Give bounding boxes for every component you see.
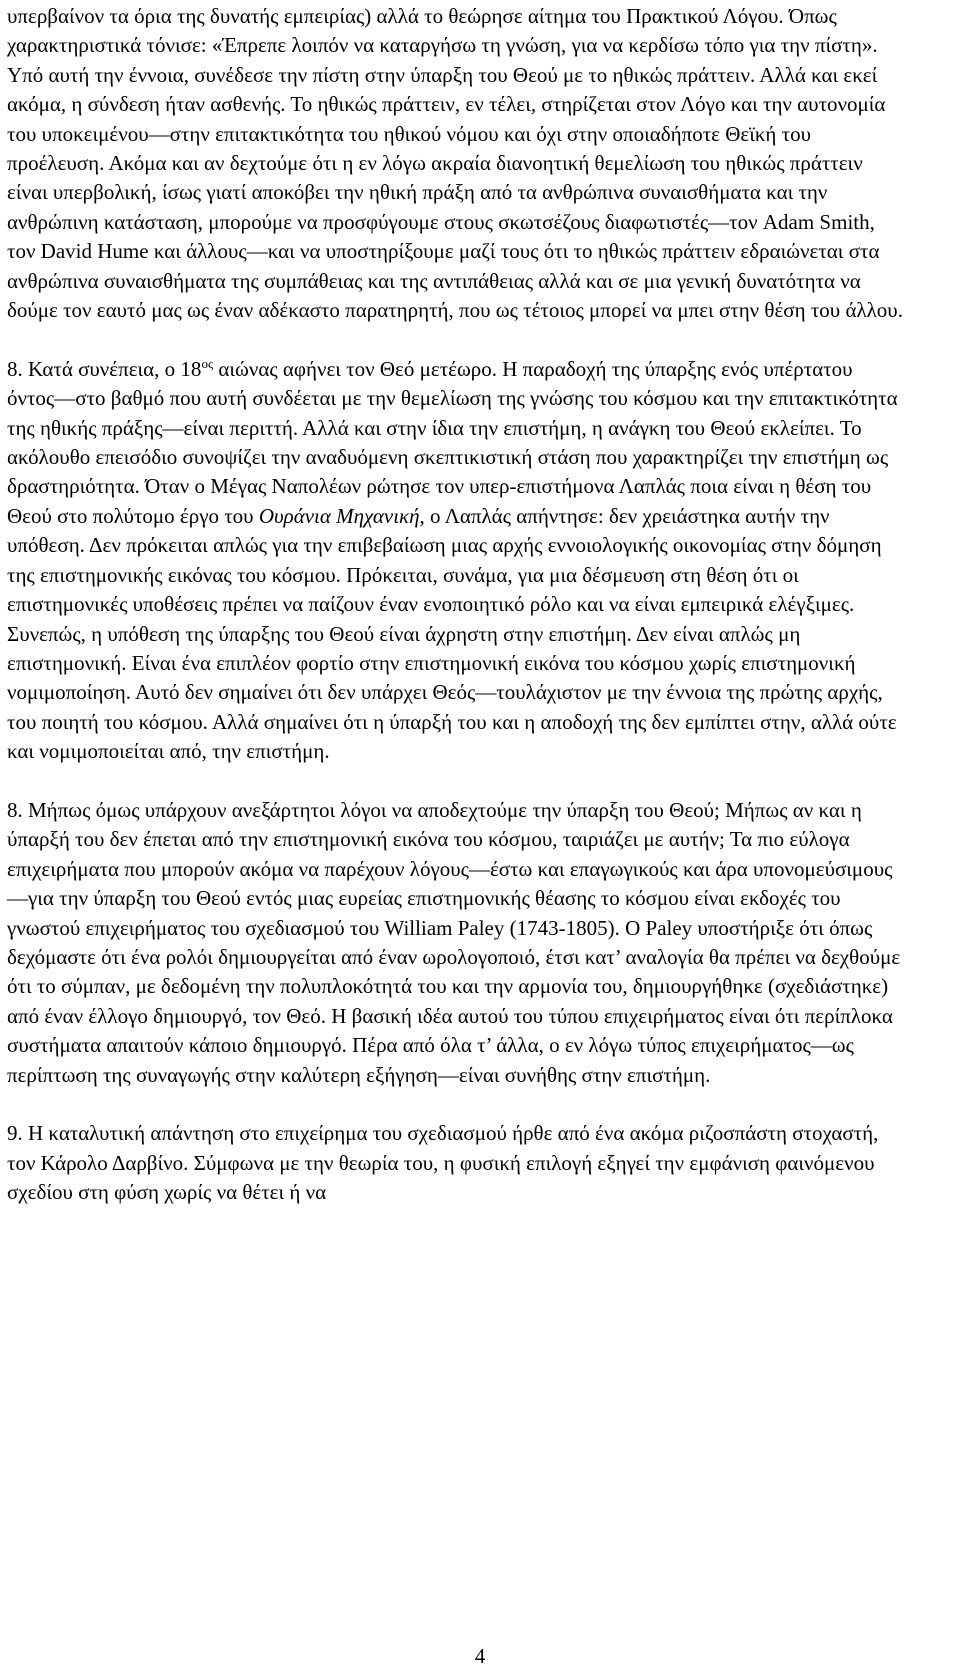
- paragraph-text: 9. Η καταλυτική απάντηση στο επιχείρημα του σχεδιασμού ήρθε από ένα ακόμα ριζοσπάστη στοχαστή, τον Κάρολο Δαρβίνο. Σύμφωνα με την θεωρία του, η φυσική επιλογή εξηγεί την εμφάνιση φαινόμενου σχεδίου στη φύση χωρίς να θέτει ή να: [7, 1121, 879, 1205]
- page-number: 4: [474, 1644, 486, 1668]
- paragraph-8-design-argument: [7, 796, 905, 1090]
- paragraph-kant-practical-reason: [7, 2, 905, 325]
- paragraph-8-eighteenth-century: [7, 355, 905, 767]
- paragraph-lead: 8. Κατά συνέπεια, ο 18: [7, 356, 202, 381]
- paragraph-9-darwin: [7, 1119, 905, 1207]
- book-title-italic: Ουράνια Μηχανική: [258, 503, 420, 528]
- paragraph-text: αιώνας αφήνει τον Θεό μετέωρο. Η παραδοχή της ύπαρξης ενός υπέρτατου όντος—στο βαθμό που αυτή συνδέεται με την θεμελίωση της γνώσης του κόσμου και την επιτακτικότητα της ηθικής πράξης—είναι περιττή. Αλλά και στην ίδια την επιστήμη, η ανάγκη του Θεού εκλείπει. Το ακόλουθο επεισόδιο συνοψίζει την αναδυόμενη σκεπτικιστική στάση που χαρακτηρίζει την επιστήμη ως δραστηριότητα. Όταν ο Μέγας Ναπολέων ρώτησε τον υπερ-επιστήμονα Λαπλάς ποια είναι η θέση του Θεού στο πολύτομο έργο του: [7, 356, 898, 528]
- ordinal-superscript: ος: [201, 355, 214, 371]
- paragraph-tail: , ο Λαπλάς απήντησε: δεν χρειάστηκα αυτήν την υπόθεση. Δεν πρόκειται απλώς για την επιβεβαίωση μιας αρχής εννοιολογικής οικονομίας στην δόμηση της επιστημονικής εικόνας του κόσμου. Πρόκειται, συνάμα, για μια δέσμευση στη θέση ότι οι επιστημονικές υποθέσεις πρέπει να παίζουν έναν ενοποιητικό ρόλο και να είναι εμπειρικά ελέγξιμες. Συνεπώς, η υπόθεση της ύπαρξης του Θεού είναι άχρηστη στην επιστήμη. Δεν είναι απλώς μη επιστημονική. Είναι ένα επιπλέον φορτίο στην επιστημονική εικόνα του κόσμου χωρίς επιστημονική νομιμοποίηση. Αυτό δεν σημαίνει ότι δεν υπάρχει Θεός—τουλάχιστον με την έννοια της πρώτης αρχής, του ποιητή του κόσμου. Αλλά σημαίνει ότι η ύπαρξή του και η αποδοχή της δεν εμπίπτει στην, αλλά ούτε και νομιμοποιείται από, την επιστήμη.: [7, 503, 897, 764]
- paragraph-text: 8. Μήπως όμως υπάρχουν ανεξάρτητοι λόγοι να αποδεχτούμε την ύπαρξη του Θεού; Μήπως αν και η ύπαρξή του δεν έπεται από την επιστημονική εικόνα του κόσμου, ταιριάζει με αυτήν; Τα πιο εύλογα επιχειρήματα που μπορούν ακόμα να παρέχουν λόγους—έστω και επαγωγικούς και άρα υπονομεύσιμους—για την ύπαρξη του Θεού εντός μιας ευρείας επιστημονικής θέασης το κόσμου είναι εκδοχές του γνωστού επιχειρήματος του σχεδιασμού του William Paley (1743-1805). Ο Paley υποστήριξε ότι όπως δεχόμαστε ότι ένα ρολόι δημιουργείται από έναν ωρολογοποιό, έτσι κατ’ αναλογία θα πρέπει να δεχθούμε ότι το σύμπαν, με δεδομένη την πολυπλοκότητά του και την αρμονία του, δημιουργήθηκε (σχεδιάστηκε) από έναν έλλογο δημιουργό, τον Θεό. Η βασική ιδέα αυτού του τύπου επιχειρήματος είναι ότι περίπλοκα συστήματα απαιτούν κάποιο δημιουργό. Πέρα από όλα τ’ άλλα, ο εν λόγω τύπος επιχειρήματος—ως περίπτωση της συναγωγής στην καλύτερη εξήγηση—είναι συνήθης στην επιστήμη.: [7, 797, 901, 1087]
- paragraph-text: υπερβαίνον τα όρια της δυνατής εμπειρίας) αλλά το θεώρησε αίτημα του Πρακτικού Λόγου. Όπως χαρακτηριστικά τόνισε: «Έπρεπε λοιπόν να καταργήσω τη γνώση, για να κερδίσω τόπο για την πίστη». Υπό αυτή την έννοια, συνέδεσε την πίστη στην ύπαρξη του Θεού με το ηθικώς πράττειν. Αλλά και εκεί ακόμα, η σύνδεση ήταν ασθενής. Το ηθικώς πράττειν, εν τέλει, στηρίζεται στον Λόγο και την αυτονομία του υποκειμένου—στην επιτακτικότητα του ηθικού νόμου και όχι στην οποιαδήποτε Θεϊκή του προέλευση. Ακόμα και αν δεχτούμε ότι η εν λόγω ακραία διανοητική θεμελίωση του ηθικώς πράττειν είναι υπερβολική, ίσως γιατί αποκόβει την ηθική πράξη από τα ανθρώπινα συναισθήματα και την ανθρώπινη κατάσταση, μπορούμε να προσφύγουμε στους σκωτσέζους διαφωτιστές—τον Adam Smith, τον David Hume και άλλους—και να υποστηρίξουμε μαζί τους ότι το ηθικώς πράττειν εδραιώνεται στα ανθρώπινα συναισθήματα της συμπάθειας και της αντιπάθειας αλλά και σε μια γενική δυνατότητα να δούμε τον εαυτό μας ως έναν αδέκαστο παρατηρητή, που ως τέτοιος μπορεί να μπει στην θέση του άλλου.: [7, 4, 903, 323]
